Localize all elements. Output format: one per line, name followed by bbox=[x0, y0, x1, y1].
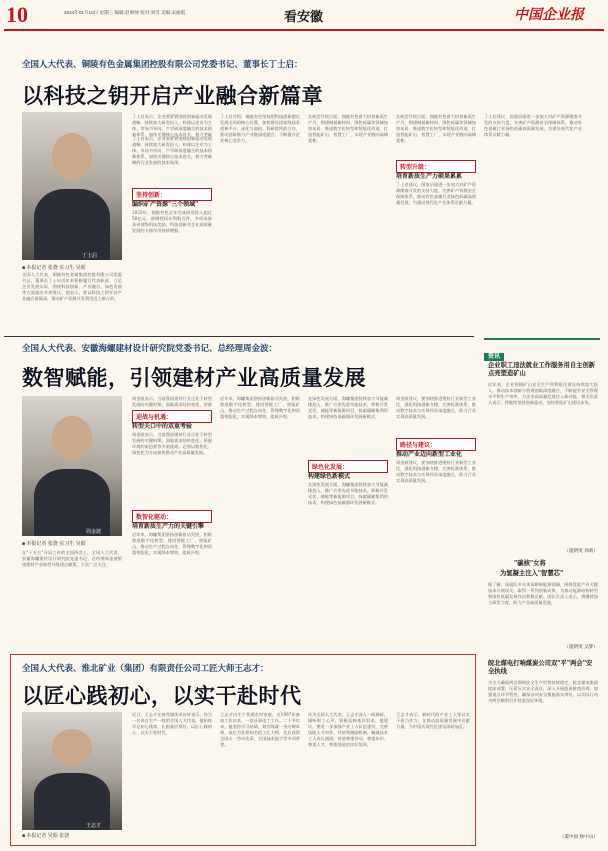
story1-photo-caption: 丁士启 bbox=[82, 253, 98, 259]
story1-headline: 以科技之钥开启产业融合新篇章 bbox=[22, 83, 323, 108]
story1-col-5a: 在转型升级方面，铜陵有色着力培育新质生产力，围绕铜基新材料、绿色低碳等领域加快布局，推进数字化转型和智能化改造，打造智能矿山、智慧工厂，实现产业链向高端延伸。 bbox=[396, 114, 476, 144]
story2-portrait bbox=[22, 396, 122, 536]
sidebar bbox=[484, 338, 600, 362]
story2-col-2a: 周金波表示，当前我国建材行业正处于转型发展的关键时期，面临需求结构变化、资源 bbox=[132, 396, 212, 408]
story3-photo-caption: 王志才 bbox=[86, 823, 102, 829]
story3-col-1: 近日，王志才在接受媒体采访时表示，作为一名来自生产一线的全国人大代表，他始终牢记初心使命，扎根基层岗位，以匠心践初心，以实干赴时代。 bbox=[132, 712, 212, 736]
sidebar-item-2-sig: （施明雯 吴梦） bbox=[564, 645, 598, 650]
issue-meta: 2024年01月10日 星期三 编辑:赵帅帅 校对:刘雪 美编:宋丽霞 bbox=[64, 10, 186, 15]
story2-col-5a: 周金波建议，要加快推进建材行业新型工业化，强化科技创新支撑，完善标准体系，推动数字技术与实体经济深度融合，助力行业实现高质量发展。 bbox=[396, 396, 476, 420]
story-divider-1 bbox=[4, 336, 474, 337]
sidebar-item-1-body: 近年来，企业围绕矿山安全生产和智能化建设持续加大投入，推动技术创新与管理创新深度融合，不断提升安全管理水平和生产效率，为企业高质量发展注入新动能。相关负责人表示，将继续坚持创新驱动，加快智能矿山建设步伐。 bbox=[488, 382, 598, 406]
story2-kicker: 全国人大代表、安徽海螺建材设计研究院党委书记、总经理周金波： bbox=[22, 344, 278, 354]
story1-credit: ■ 本报记者 张骁 实习生 吴昭 bbox=[22, 265, 86, 271]
story2-subhead-2: 数智化驱动： 培育新质生产力的关键引擎 bbox=[132, 510, 212, 531]
story3-portrait bbox=[22, 712, 122, 830]
story1-kicker: 全国人大代表、铜陵有色金属集团控股有限公司党委书记、董事长丁士启： bbox=[22, 60, 303, 70]
sidebar-item-2-subtitle: 为氢凝主注入"智慧芯" bbox=[500, 570, 564, 577]
story3-credit: ■ 本报记者 吴昭 张骁 bbox=[22, 833, 70, 839]
page-number: 10 bbox=[6, 2, 28, 27]
story3-col-4: 王志才表示，新时代的产业工人要以实干担当作为，在推动高质量发展中贡献力量，为中国式现代化建设添砖加瓦。 bbox=[396, 712, 470, 730]
story2-subhead-3: 绿色化发展： 构建绿色新模式 bbox=[308, 460, 388, 481]
story3-kicker: 全国人大代表、淮北矿业（集团）有限责任公司工匠大师王志才： bbox=[22, 664, 269, 674]
story2-col-4a: 在绿色发展方面，海螺集团持续加大节能减排投入，推广应用先进节能技术，积极开发光伏、储能等新能源项目，探索碳捕集利用技术，构建绿色低碳循环发展新模式。 bbox=[308, 396, 388, 420]
story1-col-5b: 丁士启建议，国家层面进一步加大对矿产资源勘查开发的支持力度，完善矿产资源安全保障体系，推动有色金属行业绿色低碳高质量发展，为建设现代化产业体系贡献力量。 bbox=[396, 182, 476, 206]
story2-subhead-4: 路径与建议： 推动产业迈向新型工业化 bbox=[396, 438, 476, 459]
story2-col-4b: 在绿色发展方面，海螺集团持续加大节能减排投入，推广应用先进节能技术，积极开发光伏、储能等新能源项目，探索碳捕集利用技术，构建绿色低碳循环发展新模式。 bbox=[308, 482, 388, 506]
header-rule bbox=[4, 29, 604, 31]
sidebar-item-1-title: 企业职工违法就业工作服务用自主创新点亮塑造矿山 bbox=[488, 362, 596, 377]
sidebar-item-3-sig: （董中国 杨中山） bbox=[559, 835, 598, 840]
section-title: 看安徽 bbox=[284, 10, 324, 25]
sidebar-tag: 资讯 bbox=[484, 353, 504, 361]
story2-col-2b: 周金波表示，当前我国建材行业正处于转型发展的关键时期，面临需求结构变化、资源环境约束趋紧等多重挑战，必须以数智化、绿色化为方向加快推动产业高质量发展。 bbox=[132, 432, 212, 456]
story2-col-2c: 近年来，海螺集团坚持创新驱动发展，积极推进数字化转型，建设智能工厂、智能矿山，推动生产过程自动化、管理数字化和决策智能化，实现降本增效、提质升级。 bbox=[132, 532, 212, 556]
story2-headline: 数智赋能，引领建材产业高质量发展 bbox=[22, 365, 366, 390]
story3-col-3: 作为全国人大代表，王志才深入一线调研，倾听职工心声，积极反映基层诉求。他建议，要进一步加强产业工人队伍建设，完善技能人才培养、评价和激励机制，畅通技术工人成长通道，营造尊重劳动、尊重知识、尊重人才、尊重创造的良好氛围。 bbox=[308, 712, 388, 748]
story1-col-6: 丁士启建议，国家层面进一步加大对矿产资源勘查开发的支持力度，完善矿产资源安全保障体系，推动有色金属行业绿色低碳高质量发展，为建设现代化产业体系贡献力量。 bbox=[484, 114, 582, 138]
story1-col-1: 全国人大代表、铜陵有色金属集团控股有限公司党委书记、董事长丁士启近年来积极履行代表职责，立足企业发展实际，围绕科技创新、产业融合、绿色发展等方面提出多项建议。他表示，要以科技之钥开启产业融合新篇章，推动矿产资源开发利用迈上新台阶。 bbox=[22, 272, 122, 302]
story1-col-4: 在转型升级方面，铜陵有色着力培育新质生产力，围绕铜基新材料、绿色低碳等领域加快布局，推进数字化转型和智能化改造，打造智能矿山、智慧工厂，实现产业链向高端延伸。 bbox=[308, 114, 388, 144]
story2-col-1: 在"十五五"开局之年的全国两会上，全国人大代表、安徽海螺建材设计研究院党委书记、总经理周金波围绕建材产业转型升级建言献策，引发广泛关注。 bbox=[22, 550, 122, 568]
story1-col-2a: 丁士启表示，企业要紧紧围绕创新驱动发展战略，持续加大研发投入，构建以企业为主体、市场为导向、产学研深度融合的技术创新体系，加快关键核心技术攻关，着力突破 bbox=[132, 114, 212, 138]
sidebar-item-2-title: "碳核"女将 bbox=[514, 560, 546, 567]
story1-col-2b: 丁士启表示，企业要紧紧围绕创新驱动发展战略，持续加大研发投入，构建以企业为主体、市场为导向、产学研深度融合的技术创新体系，加快关键核心技术攻关，着力突破制约行业发展的技术瓶颈。 bbox=[132, 136, 212, 166]
story1-col-2c: 2023年，铜陵有色全年完成研发投入超过50亿元，新增授权专利数百件，多项成果获省部级科技奖励，科技创新对企业高质量发展的支撑作用持续增强。 bbox=[132, 210, 212, 234]
story2-photo-caption: 周金波 bbox=[86, 529, 102, 535]
story1-col-3: 丁士启介绍，铜陵有色坚持把科技创新摆在发展全局的核心位置，加快建设国家级技术创新平台，深化与高校、科研院所的合作，推动创新链与产业链深度融合，不断提升企业核心竞争力。 bbox=[220, 114, 300, 144]
story1-subhead-1: 坚持创新： 编织矿产资源"三个领域" bbox=[132, 188, 212, 209]
sidebar-item-3-title: 皖北煤电打响煤炭公司双"平"两会"安全执线 bbox=[488, 660, 593, 675]
sidebar-item-3-body: 为全力确保两会期间安全生产形势持续稳定，皖北煤电集团提前部署，压紧压实安全责任，深入开展隐患排查治理，加强重点环节管控，确保各项安全措施落实到位，以实际行动为两会顺利召开营造良好环境。 bbox=[488, 680, 598, 704]
story2-subhead-1: 迎战与机遇： 转型关口中的双重考验 bbox=[132, 410, 212, 431]
story2-credit: ■ 本报记者 张骁 实习生 吴昭 bbox=[22, 541, 86, 547]
story3-headline: 以匠心践初心，以实干赴时代 bbox=[22, 683, 302, 708]
sidebar-rule bbox=[484, 338, 600, 340]
story2-col-5b: 周金波建议，要加快推进建材行业新型工业化，强化科技创新支撑，完善标准体系，推动数字技术与实体经济深度融合，助力行业实现高质量发展。 bbox=[396, 460, 476, 484]
sidebar-item-1-sig: （施明雯 徐莉） bbox=[564, 549, 598, 554]
story3-col-2: 王志才出生于普通农村家庭，自1997年参加工作以来，一直从事电工工作。二十多年来，他坚持学习钻研，刻苦练就一身过硬本领，成长为业界知名的工匠大师，先后获得全国五一劳动奖章、全国技术能手等多项荣誉。 bbox=[220, 712, 300, 748]
story1-portrait bbox=[22, 112, 122, 260]
story1-subhead-2: 转型升级： 培育新质生产力硕果累累 bbox=[396, 160, 476, 181]
newspaper-logo: 中国企业报 bbox=[514, 7, 584, 23]
sidebar-item-2-body: 据了解，该团队多年来深耕新能源领域，围绕氢能产业关键技术开展攻关，取得一系列创新成果，为推动能源结构转型和绿色低碳发展作出积极贡献。团队负责人表示，将继续加大研发力度，助力产业高质量发展。 bbox=[488, 582, 598, 606]
story2-col-3: 近年来，海螺集团坚持创新驱动发展，积极推进数字化转型，建设智能工厂、智能矿山，推动生产过程自动化、管理数字化和决策智能化，实现降本增效、提质升级。 bbox=[220, 396, 300, 420]
